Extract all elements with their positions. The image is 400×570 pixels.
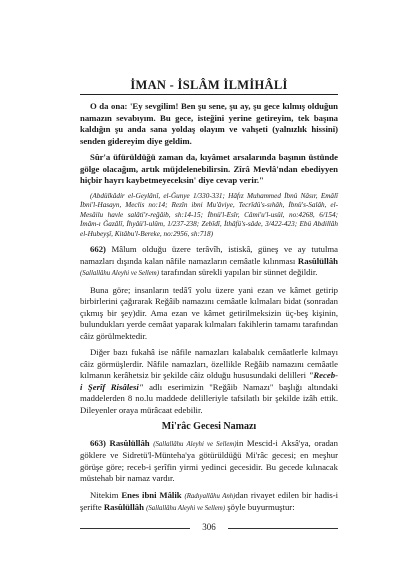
paragraph-662: [80, 244, 338, 280]
radiyallahu-anh: (Radıyallâhu Anh): [184, 492, 236, 500]
page-number: 306: [202, 522, 216, 532]
reference-note: (Abdülkâdir el-Geylânî, el-Ğunye 1/330-331; Hâfız Muhammed İbnü Nâsır, Emâlî İbni'l-Hasayn, Meclis no:14; Rezîn ibni Mu'âviye, Tecrîdü's-sıhâh, İbnü's-Salâh, el-Mesâilu havle salâti'r-reğâib, sh:14-15; İbnü'l-Esîr, Câmi'u'l-usûl, no:4268, 6/154; İmâm-ı Ğazâlî, İhyâü'l-ulûm, 1/237-238; Zebîdî, İthâfü's-sâde, 3/422-423; Ebü Abdillâh el-Hubeyşî, Kitâbu'l-Bereke, no:2956, sh:718): [80, 191, 338, 238]
paragraph-5-text-a: Diğer bazı fukahâ ise nâfile namazları kalabalık cemâatlerle kılmayı câiz görmüşlerdir. Nâfile namazları, özellikle Reğâib namazını cemâatle kılmanın kerâhetsiz bir şekilde câiz olduğu hususundaki delilleri: [80, 347, 338, 380]
name-rasulullah: Rasûlüllâh: [103, 502, 144, 512]
name-rasulullah: Rasûlüllâh: [297, 255, 338, 266]
paragraph-663: [80, 438, 338, 485]
paragraph-1: O da ona: 'Ey sevgilim! Ben şu sene, şu ay, şu gece kılmış olduğun namazın sevabıyım. Bu gece, isteğini yerine getireyim, tek başına kaldığın şu anda sana yoldaş olayım ve vahşeti (yalnızlık hissini) senden gidereyim diye geldim.: [80, 101, 338, 146]
paragraph-4: Buna göre; insanların tedâ'î yolu üzere yani ezan ve kâmet getirip birbirlerini çağırarak Reğâib namazını cemâatle kılmaları bidat (sonradan çıkmış bir şey)dir. Ama ezan ve kâmet getirilmeksizin üç-beş kişinin, bulundukları yerde cemâat yaparak kılmaları fakihlerin tamamı tarafından câiz görülmektedir.: [80, 284, 338, 341]
paragraph-662-text-b: tarafından sürekli yapılan bir sünnet değildir.: [158, 267, 318, 277]
book-title: "Receb-i Şerîf Risâlesi": [80, 370, 338, 392]
salawat: (Sallallâhu Aleyhi ve Sellem): [153, 440, 237, 448]
section-title: Mi'râc Gecesi Namazı: [161, 421, 257, 432]
paragraph-2: Sûr'a üfürüldüğü zaman da, kıyâmet arsalarında başının üstünde gölge olacağım, artık müjdelenebilirsin. Zîrâ Mevlâ'ndan ebediyyen hiçbir hayrı kaybetmeyeceksin' diye cevap verir.": [80, 152, 338, 185]
salawat: (Sallallâhu Aleyhi ve Sellem): [146, 505, 226, 512]
paragraph-662-text-a: Mâlum olduğu üzere terâvîh, istiskâ, güneş ve ay tutulma namazları dışında kalan nâfile namazların cemâatle kılınması: [80, 244, 338, 266]
paragraph-7-text-c: şöyle buyurmuştur:: [225, 502, 295, 512]
item-number-662: 662): [90, 244, 112, 254]
paragraph-5-text-b: adlı eserimizin "Reğâib Namazı" başlığı altındaki maddelerden 8 no.lu maddede delilleriyle tafsilatlı bir şekilde izâh ettik. Dileyenler oraya mürâcaat edebilir.: [80, 381, 338, 415]
salawat: (Sallallâhu Aleyhi ve Sellem): [80, 270, 159, 277]
running-header: İMAN - İSLÂM İLMİHÂLİ: [130, 78, 288, 92]
paragraph-5: [80, 347, 338, 416]
paragraph-663-text: in Mescid-i Aksâ'ya, oradan göklere ve Sidretü'l-Münteha'ya götürüldüğü Mi'râc gecesi; en meşhur görüşe göre; receb-i şerîfin yirmi yedinci gecesidir. Bu gecede kılınacak müstehab bir namaz vardır.: [80, 437, 338, 483]
paragraph-7: [80, 490, 338, 515]
name-enes-ibni-malik: Enes ibni Mâlik: [121, 489, 182, 500]
item-number-663: 663): [90, 437, 110, 448]
paragraph-7-text-a: Nitekim: [90, 489, 122, 500]
page-footer: [80, 522, 338, 534]
footer-rule-right: [228, 528, 338, 529]
name-rasulullah: Rasûlüllâh: [109, 437, 150, 448]
page-body: [80, 101, 338, 520]
header-rule: [80, 94, 338, 95]
paragraph-7-text-b: dan rivayet edilen bir hadis-i şerifte: [80, 489, 339, 512]
